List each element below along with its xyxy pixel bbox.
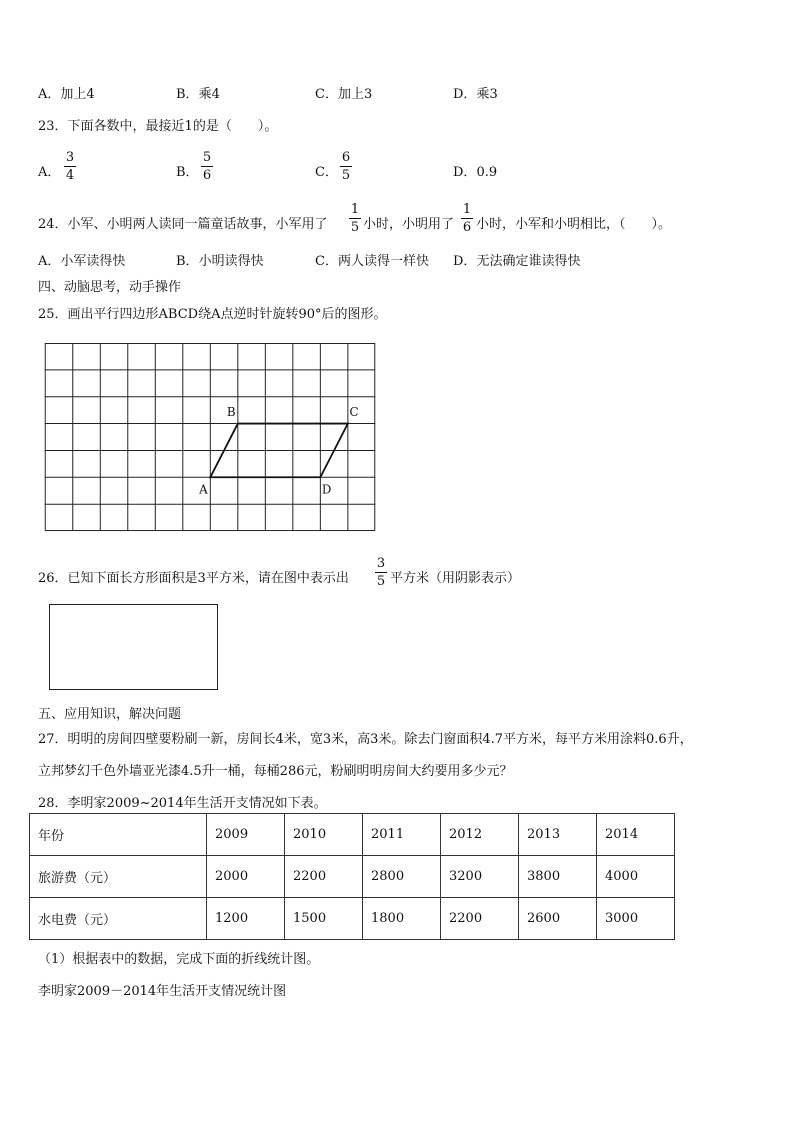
table-cell: 3000 (597, 898, 675, 940)
vertex-label-d: D (321, 482, 332, 497)
q23-option-c-letter: C． (315, 165, 338, 180)
q24-option-b: B．小明读得快 (176, 254, 264, 269)
vertex-label-c: C (349, 405, 359, 420)
table-cell: 2600 (519, 898, 597, 940)
q23-option-d: D．0.9 (453, 165, 498, 180)
q25-grid-figure (44, 343, 378, 533)
q27-line-1: 27．明明的房间四壁要粉刷一新，房间长4米，宽3米，高3米。除去门窗面积4.7平方米，每平方米用涂料0.6升， (38, 732, 693, 747)
q25-stem: 25．画出平行四边形ABCD绕A点逆时针旋转90°后的图形。 (38, 307, 387, 322)
q26-fraction: 3 5 (376, 556, 386, 589)
q23-option-c-fraction: 6 5 (341, 150, 351, 183)
table-header-cell: 年份 (30, 814, 207, 856)
table-cell: 2200 (441, 898, 519, 940)
table-cell: 1500 (285, 898, 363, 940)
table-header-cell: 2009 (207, 814, 285, 856)
q22-option-b: B．乘4 (176, 87, 220, 102)
vertex-label-a: A (199, 482, 208, 497)
table-row (30, 814, 675, 856)
table-header-cell: 2013 (519, 814, 597, 856)
table-cell: 2800 (363, 856, 441, 898)
q22-option-d: D．乘3 (453, 87, 498, 102)
q28-subquestion-1: （1）根据表中的数据，完成下面的折线统计图。 (38, 952, 320, 967)
q28-chart-title: 李明家2009－2014年生活开支情况统计图 (38, 984, 287, 999)
q24-stem-part2: 小时，小明用了 (363, 217, 455, 232)
table-cell: 1200 (207, 898, 285, 940)
table-header-cell: 2011 (363, 814, 441, 856)
q24-option-c: C．两人读得一样快 (315, 254, 429, 269)
q24-stem-part3: 小时，小军和小明相比，（ ）。 (476, 217, 672, 232)
q23-option-b-fraction: 5 6 (202, 150, 212, 183)
q23-option-b-letter: B． (176, 165, 199, 180)
table-row (30, 856, 675, 898)
table-header-cell: 2014 (597, 814, 675, 856)
table-cell: 2000 (207, 856, 285, 898)
q26-rectangle (49, 604, 218, 690)
table-cell: 旅游费（元） (30, 856, 207, 898)
table-cell: 3200 (441, 856, 519, 898)
table-cell: 3800 (519, 856, 597, 898)
q26-stem-part1: 26．已知下面长方形面积是3平方米，请在图中表示出 (38, 571, 349, 586)
q27-line-2: 立邦梦幻千色外墙亚光漆4.5升一桶，每桶286元，粉刷明明房间大约要用多少元？ (38, 764, 513, 779)
table-header-cell: 2012 (441, 814, 519, 856)
q23-option-a-letter: A． (38, 165, 61, 180)
q28-stem: 28．李明家2009~2014年生活开支情况如下表。 (38, 796, 327, 811)
q24-option-d: D．无法确定谁读得快 (453, 254, 581, 269)
q23-option-a-fraction: 3 4 (65, 150, 75, 183)
q23-stem: 23．下面各数中，最接近1的是（ ）。 (38, 119, 278, 134)
table-row (30, 898, 675, 940)
table-cell: 4000 (597, 856, 675, 898)
q24-stem-part1: 24．小军、小明两人读同一篇童话故事，小军用了 (38, 217, 328, 232)
table-cell: 2200 (285, 856, 363, 898)
section-5-title: 五、应用知识，解决问题 (38, 707, 182, 722)
table-header-cell: 2010 (285, 814, 363, 856)
table-cell: 1800 (363, 898, 441, 940)
q22-option-a: A．加上4 (38, 87, 95, 102)
q24-fraction-xiaoming: 1 6 (462, 202, 472, 235)
section-4-title: 四、动脑思考，动手操作 (38, 280, 182, 295)
table-cell: 水电费（元） (30, 898, 207, 940)
q28-expense-table (29, 813, 675, 940)
q26-stem-part2: 平方米（用阴影表示） (390, 571, 521, 586)
q24-option-a: A．小军读得快 (38, 254, 126, 269)
vertex-label-b: B (226, 405, 236, 420)
q24-fraction-xiaojun: 1 5 (350, 202, 360, 235)
q22-option-c: C．加上3 (315, 87, 373, 102)
